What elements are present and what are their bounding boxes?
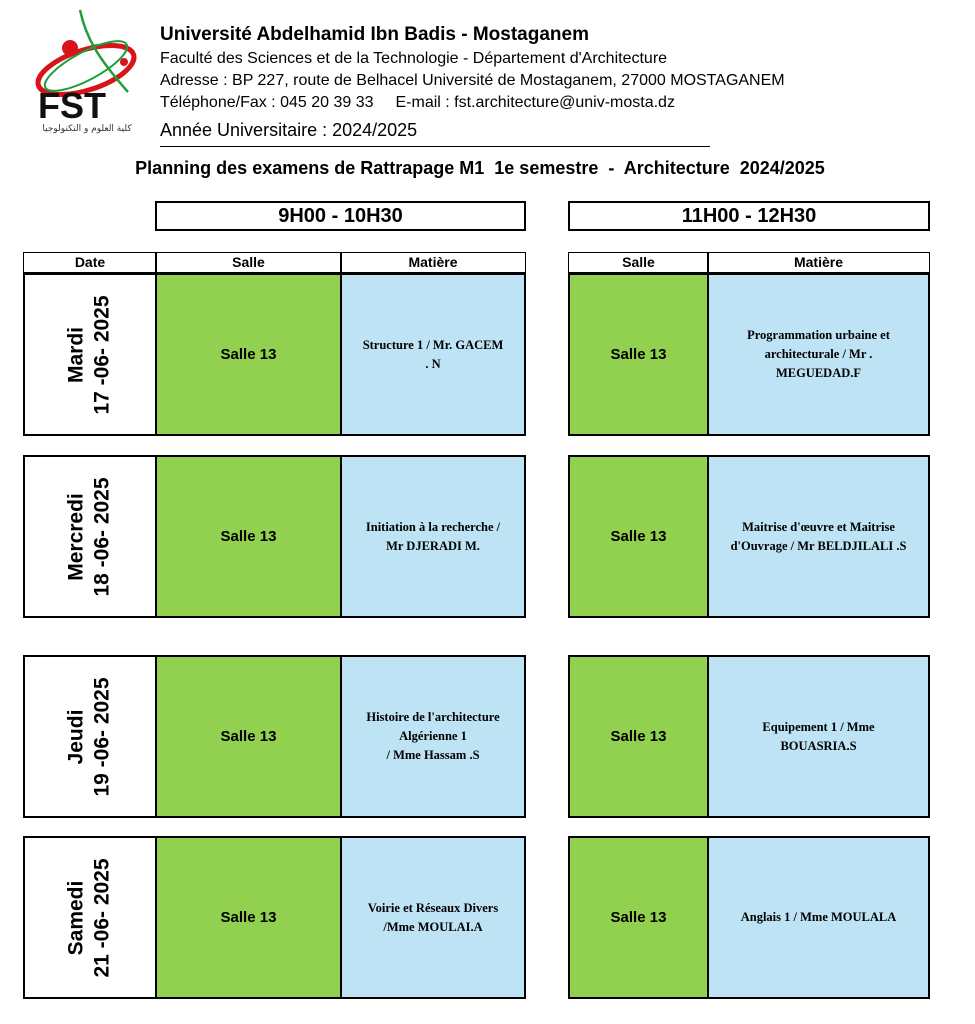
matiere-line: /Mme MOULAI.A <box>383 919 483 934</box>
column-header-matiere-2: Matière <box>707 252 930 273</box>
matiere-cell <box>707 655 930 818</box>
matiere-line: d'Ouvrage / Mr BELDJILALI .S <box>730 538 907 553</box>
salle-label: Salle 13 <box>220 346 277 363</box>
matiere-line: BOUASRIA.S <box>780 738 857 753</box>
date-label: 18 -06- 2025 <box>91 476 114 597</box>
salle-cell <box>568 273 709 436</box>
salle-label: Salle 13 <box>610 346 667 363</box>
date-cell <box>23 836 157 999</box>
time-slot-late-morning: 11H00 - 12H30 <box>568 201 930 231</box>
salle-cell <box>155 273 342 436</box>
address-line: Adresse : BP 227, route de Belhacel Université de Mostaganem, 27000 MOSTAGANEM <box>160 72 785 89</box>
salle-label: Salle 13 <box>220 528 277 545</box>
salle-label: Salle 13 <box>610 528 667 545</box>
table-row <box>0 836 975 999</box>
matiere-line: Programmation urbaine et <box>747 328 890 342</box>
salle-cell <box>155 836 342 999</box>
phone-text: Téléphone/Fax : 045 20 39 33 <box>160 94 374 111</box>
salle-cell <box>568 455 709 618</box>
column-header-matiere-1: Matière <box>340 252 526 273</box>
matiere-line: MEGUEDAD.F <box>775 366 862 380</box>
table-row <box>0 655 975 818</box>
date-label: 19 -06- 2025 <box>91 676 114 797</box>
matiere-cell <box>340 836 526 999</box>
salle-cell <box>155 455 342 618</box>
day-label: Mardi <box>65 326 88 383</box>
salle-label: Salle 13 <box>610 728 667 745</box>
contact-line <box>160 94 675 112</box>
matiere-cell <box>340 273 526 436</box>
university-name: Université Abdelhamid Ibn Badis - Mostaganem <box>160 24 589 45</box>
document-title: Planning des examens de Rattrapage M1 1e semestre - Architecture 2024/2025 <box>135 158 825 178</box>
logo-text: FST <box>38 85 106 126</box>
salle-cell <box>155 655 342 818</box>
matiere-cell <box>340 655 526 818</box>
matiere-line: Mr DJERADI M. <box>386 538 480 553</box>
column-header-salle-1: Salle <box>155 252 342 273</box>
matiere-line: Histoire de l'architecture <box>366 710 500 724</box>
header-divider <box>160 146 710 147</box>
matiere-line: Initiation à la recherche / <box>365 519 501 534</box>
salle-label: Salle 13 <box>610 909 667 926</box>
matiere-cell <box>707 273 930 436</box>
date-label: 21 -06- 2025 <box>91 857 114 978</box>
matiere-cell <box>340 455 526 618</box>
date-cell <box>23 455 157 618</box>
salle-cell <box>568 836 709 999</box>
matiere-line: Algérienne 1 <box>399 729 467 743</box>
matiere-line: / Mme Hassam .S <box>386 748 480 762</box>
matiere-line: Structure 1 / Mr. GACEM <box>362 337 504 352</box>
time-slot-morning: 9H00 - 10H30 <box>155 201 526 231</box>
academic-year: Année Universitaire : 2024/2025 <box>160 120 418 140</box>
matiere-line: Equipement 1 / Mme <box>762 719 875 734</box>
salle-cell <box>568 655 709 818</box>
date-cell <box>23 273 157 436</box>
column-header-salle-2: Salle <box>568 252 709 273</box>
matiere-line: . N <box>425 356 441 371</box>
logo-caption: كلية العلوم و التكنولوجيا <box>42 124 132 134</box>
matiere-line: Voirie et Réseaux Divers <box>367 900 499 915</box>
date-label: 17 -06- 2025 <box>91 294 114 415</box>
matiere-line: Maitrise d'œuvre et Maitrise <box>742 519 895 534</box>
salle-label: Salle 13 <box>220 909 277 926</box>
day-label: Jeudi <box>65 709 88 764</box>
matiere-cell <box>707 836 930 999</box>
date-cell <box>23 655 157 818</box>
table-row <box>0 455 975 618</box>
day-label: Samedi <box>65 880 88 955</box>
day-label: Mercredi <box>65 492 88 581</box>
matiere-line: architecturale / Mr . <box>764 347 873 361</box>
matiere-cell <box>707 455 930 618</box>
matiere-line: Anglais 1 / Mme MOULALA <box>740 910 897 924</box>
fst-logo <box>28 8 140 142</box>
salle-label: Salle 13 <box>220 728 277 745</box>
table-row <box>0 273 975 436</box>
email-text: E-mail : fst.architecture@univ-mosta.dz <box>395 94 675 111</box>
faculty-line: Faculté des Sciences et de la Technologie - Département d'Architecture <box>160 50 668 67</box>
column-header-date: Date <box>23 252 157 273</box>
